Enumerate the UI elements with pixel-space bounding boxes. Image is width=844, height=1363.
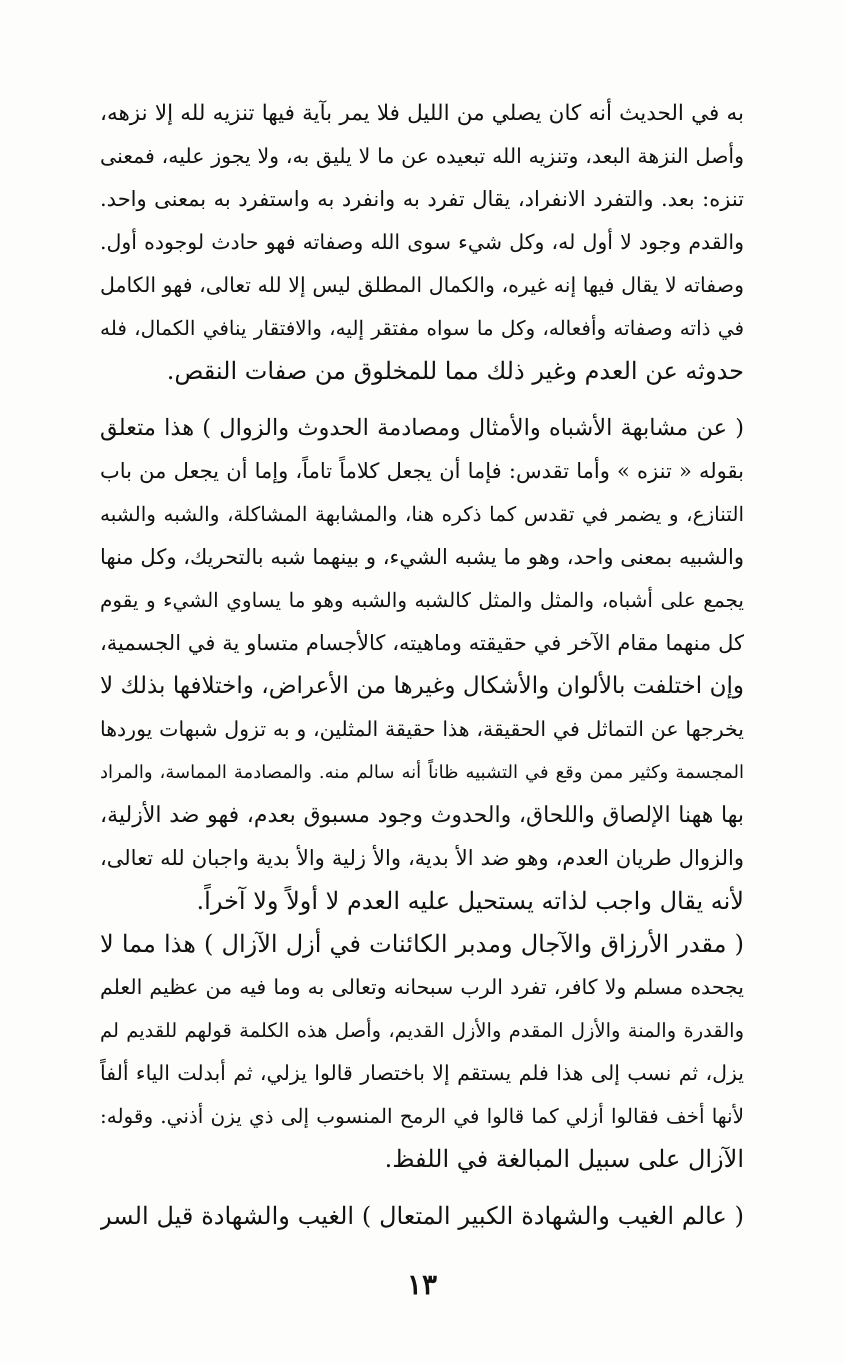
page-body: [100, 92, 744, 1238]
text-line: تنزه: بعد. والتفرد الانفراد، يقال تفرد به وانفرد به واستفرد به بمعنى واحد.: [100, 187, 744, 211]
text-line: ( مقدر الأرزاق والآجال ومدبر الكائنات في أزل الآزال ) هذا مما لا: [100, 930, 744, 958]
paragraph-3: [100, 923, 744, 1181]
text-line: في ذاته وصفاته وأفعاله، وكل ما سواه مفتقر إليه، والافتقار ينافي الكمال، فله: [100, 316, 744, 340]
text-line: لأنها أخف فقالوا أزلي كما قالوا في الرمح المنسوب إلى ذي يزن أذني. وقوله:: [100, 1104, 744, 1128]
text-line: يجحده مسلم ولا كافر، تفرد الرب سبحانه وتعالى به وما فيه من عظيم العلم: [100, 975, 744, 999]
text-line: والقدرة والمنة والأزل المقدم والأزل القديم، وأصل هذه الكلمة قولهم للقديم لم: [100, 1019, 744, 1042]
text-line: الآزال على سبيل المبالغة في اللفظ.: [384, 1145, 744, 1173]
paragraph-2: [100, 407, 744, 923]
text-line: يجمع على أشباه، والمثل والمثل كالشبه والشبه وهو ما يساوي الشيء و يقوم: [100, 588, 744, 612]
text-line: بقوله « تنزه » وأما تقدس: فإما أن يجعل كلاماً تاماً، وإما أن يجعل من باب: [100, 459, 744, 483]
text-line: ( عن مشابهة الأشباه والأمثال ومصادمة الحدوث والزوال ) هذا متعلق: [100, 415, 744, 441]
text-line: والقدم وجود لا أول له، وكل شيء سوى الله وصفاته فهو حادث لوجوده أول.: [100, 230, 744, 254]
text-line: التنازع، و يضمر في تقدس كما ذكره هنا، والمشابهة المشاكلة، والشبه والشبه: [100, 502, 744, 526]
paragraph-1: [100, 92, 744, 393]
text-line: والزوال طريان العدم، وهو ضد الأ بدية، والأ زلية والأ بدية واجبان لله تعالى،: [100, 846, 744, 870]
text-line: وإن اختلفت بالألوان والأشكال وغيرها من الأعراض، واختلافها بذلك لا: [100, 673, 744, 699]
page-number: ١٣: [406, 1268, 438, 1301]
paragraph-gap: [100, 393, 744, 407]
text-line: والشبيه بمعنى واحد، وهو ما يشبه الشيء، و بينهما شبه بالتحريك، وكل منها: [100, 545, 744, 569]
text-line: يخرجها عن التماثل في الحقيقة، هذا حقيقة المثلين، و به تزول شبهات يوردها: [100, 717, 744, 741]
text-line: حدوثه عن العدم وغير ذلك مما للمخلوق من صفات النقص.: [166, 357, 744, 385]
text-line: ( عالم الغيب والشهادة الكبير المتعال ) الغيب والشهادة قيل السر: [100, 1202, 744, 1230]
text-line: المجسمة وكثير ممن وقع في التشبيه ظاناً أنه سالم منه. والمصادمة المماسة، والمراد: [100, 762, 744, 783]
text-line: وأصل النزهة البعد، وتنزيه الله تبعيده عن ما لا يليق به، ولا يجوز عليه، فمعنى: [100, 144, 744, 168]
text-line: كل منهما مقام الآخر في حقيقته وماهيته، كالأجسام متساو ية في الجسمية،: [100, 631, 744, 655]
text-line: وصفاته لا يقال فيها إنه غيره، والكمال المطلق ليس إلا لله تعالى، فهو الكامل: [100, 273, 744, 297]
text-line: به في الحديث أنه كان يصلي من الليل فلا يمر بآية فيها تنزيه لله إلا نزهه،: [100, 101, 744, 126]
text-line: لأنه يقال واجب لذاته يستحيل عليه العدم لا أولاً ولا آخراً.: [196, 887, 744, 915]
paragraph-4: [100, 1195, 744, 1238]
text-line: بها ههنا الإلصاق واللحاق، والحدوث وجود مسبوق بعدم، فهو ضد الأزلية،: [100, 803, 744, 828]
text-line: يزل، ثم نسب إلى هذا فلم يستقم إلا باختصار قالوا يزلي، ثم أبدلت الياء ألفاً: [100, 1061, 744, 1085]
paragraph-gap: [100, 1181, 744, 1195]
